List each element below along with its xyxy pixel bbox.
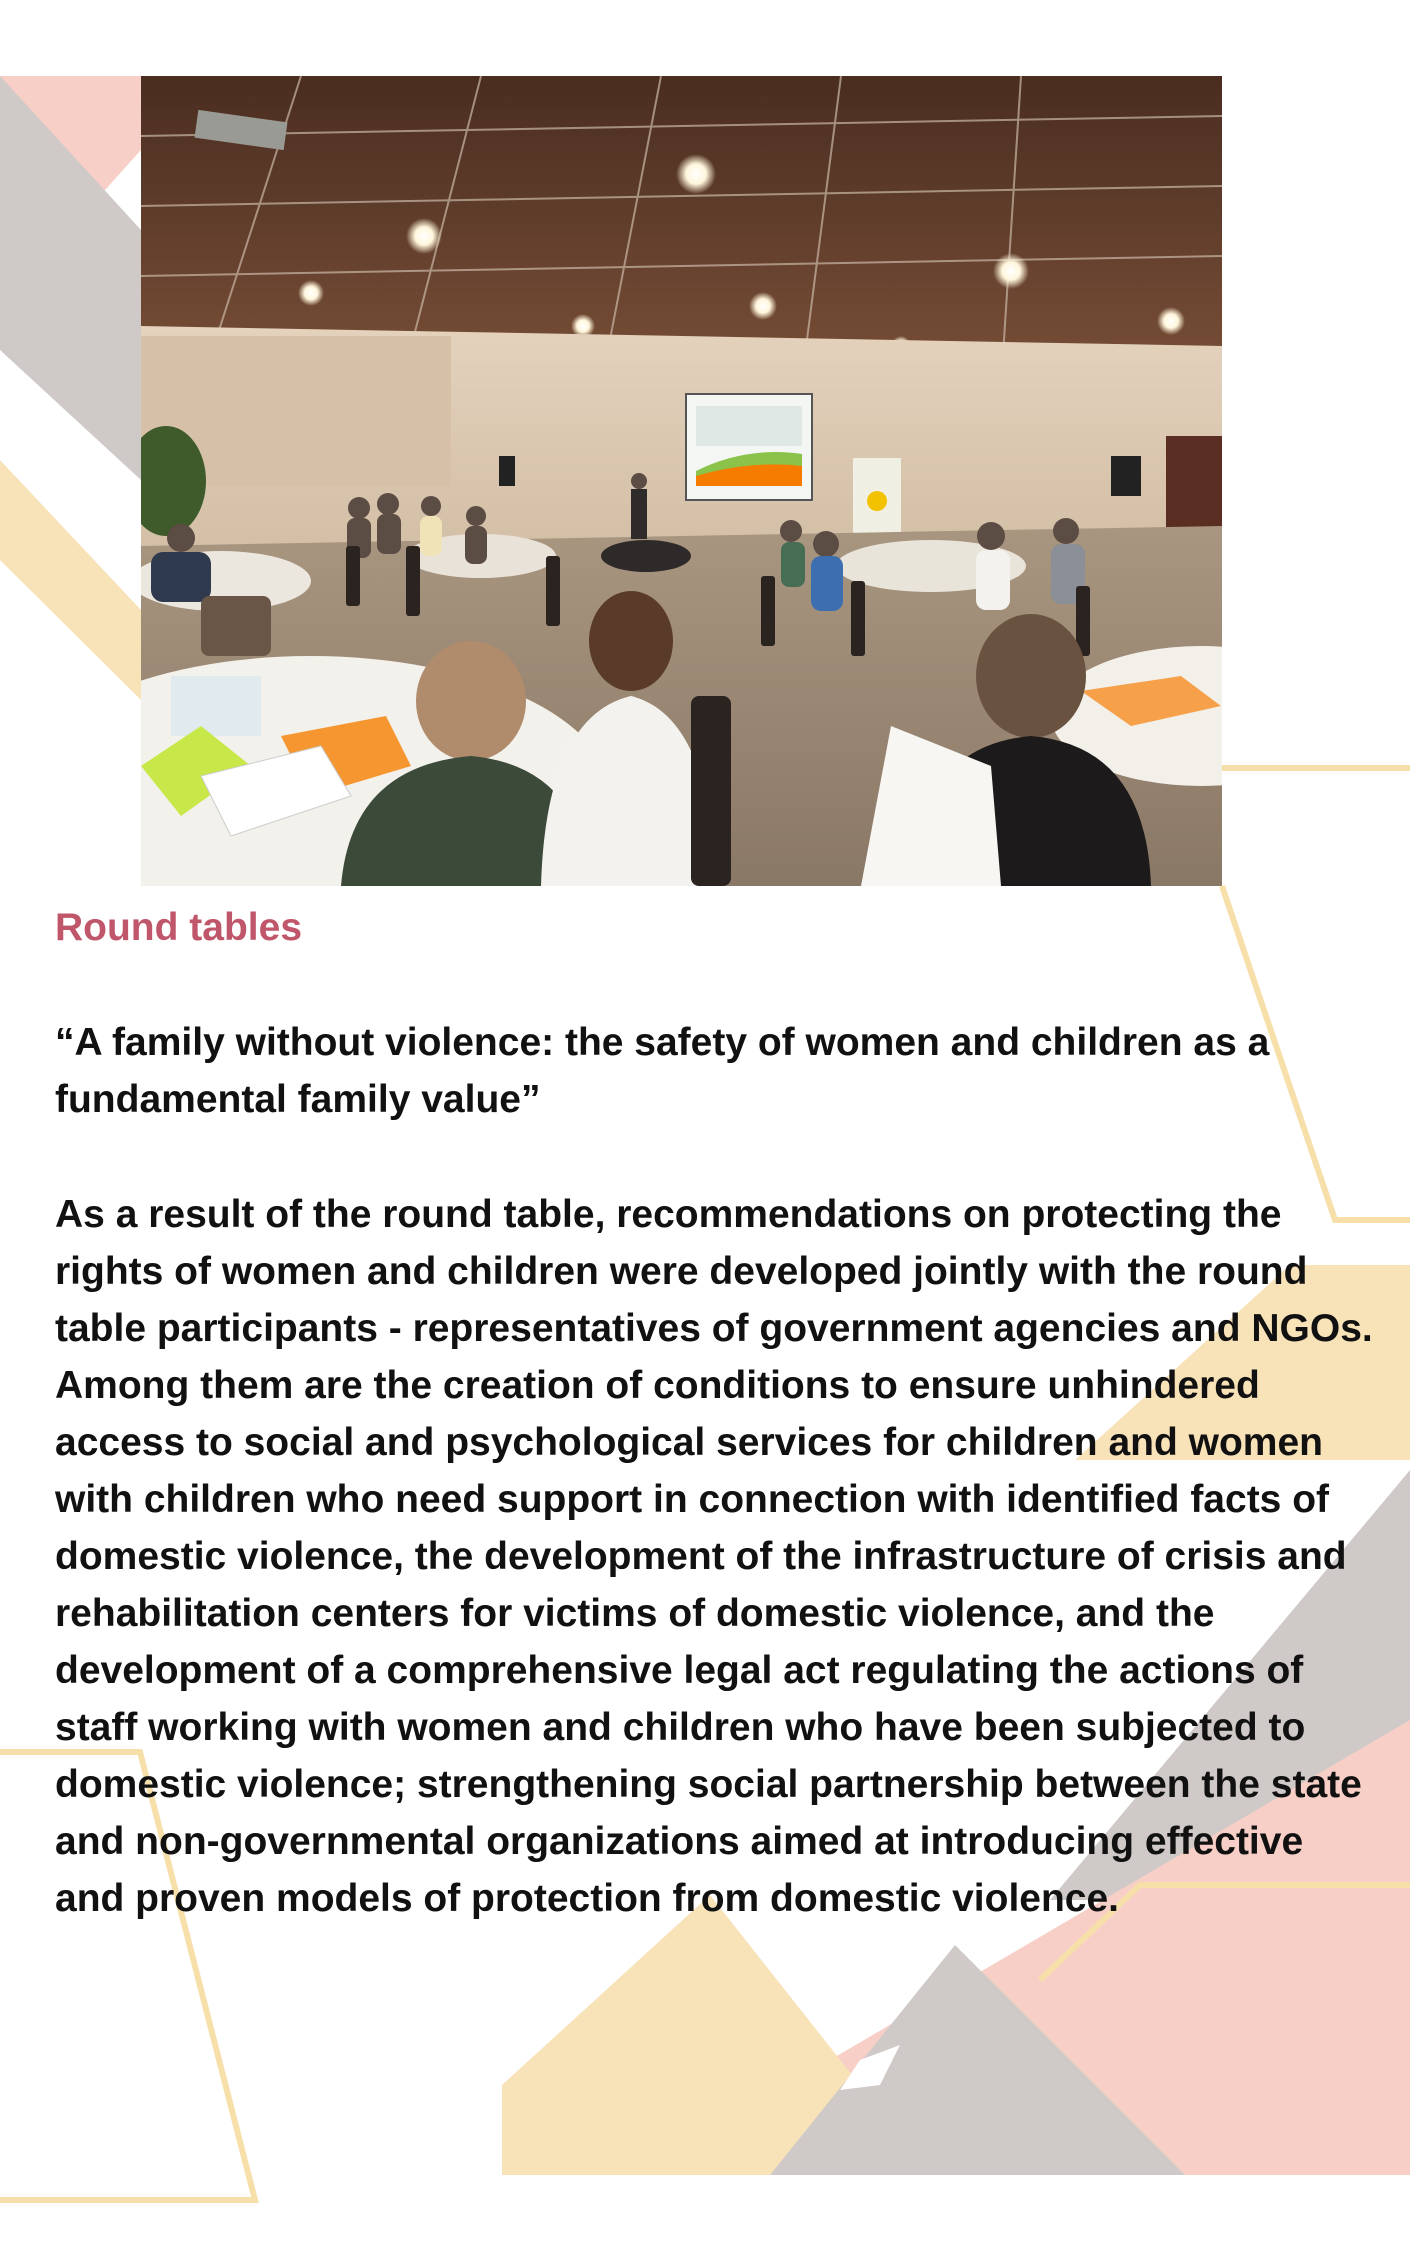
body-paragraph: As a result of the round table, recommendations on protecting the rights of women and children were developed jointly with the round table participants - representatives of government agencies and NGOs. Among them are the creation of conditions to ensure unhindered access to social and psychological services for children and women with children who need support in connection with identified facts of domestic violence, the development of the infrastructure of crisis and rehabilitation centers for victims of domestic violence, and the development of a comprehensive legal act regulating the actions of staff working with women and children who have been subjected to domestic violence; strengthening social partnership between the state and non-governmental organizations aimed at introducing effective and proven models of protection from domestic violence. bbox=[55, 1193, 1373, 1920]
photo-speaker-right bbox=[1111, 456, 1141, 496]
photo-chair-foreground bbox=[691, 696, 731, 886]
event-photo bbox=[141, 76, 1222, 886]
event-title: “A family without violence: the safety of women and children as a fundamental family value” bbox=[55, 1021, 1270, 1121]
section-title: Round tables bbox=[55, 906, 303, 949]
photo-speaker-left bbox=[499, 456, 515, 486]
photo-water-bottles bbox=[171, 676, 261, 736]
decor-cream-shape-top-left bbox=[0, 460, 141, 700]
photo-table-center bbox=[601, 540, 691, 572]
